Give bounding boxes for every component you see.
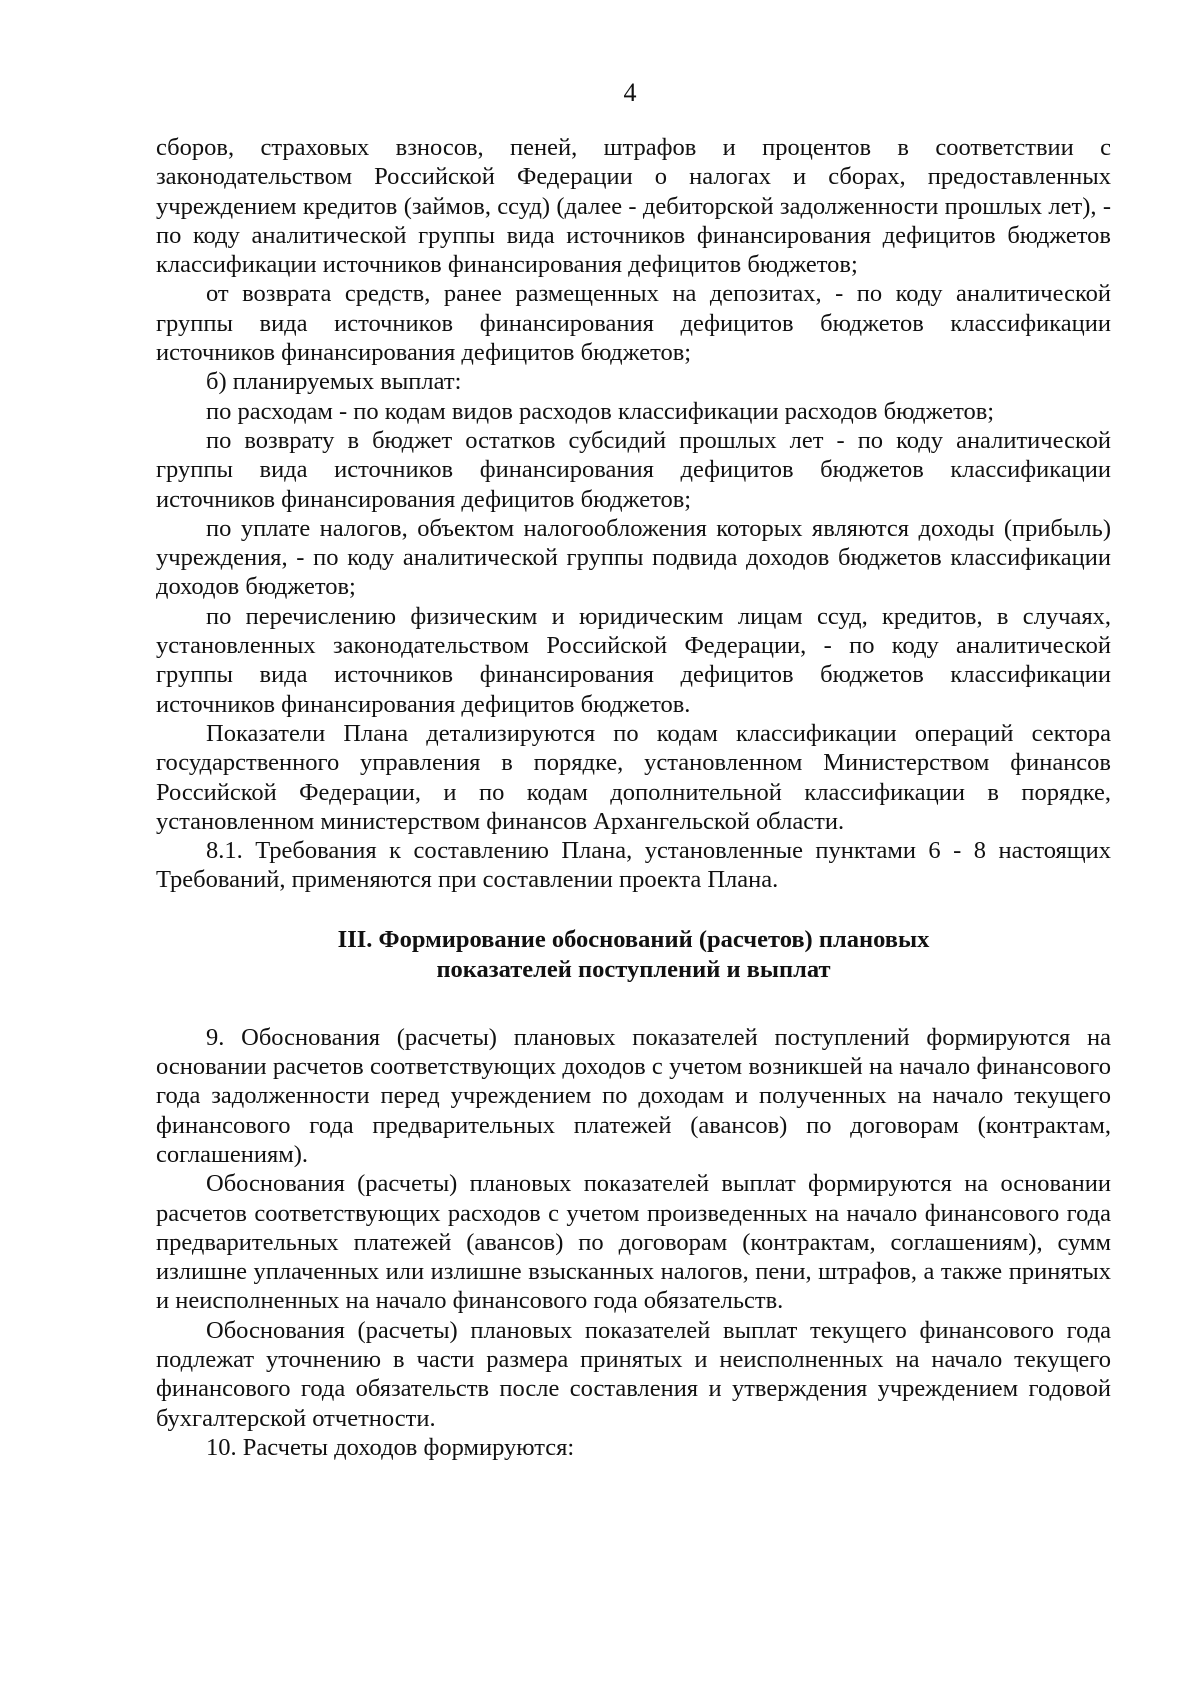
section-title-line-2: показателей поступлений и выплат <box>436 955 831 983</box>
paragraph: 10. Расчеты доходов формируются: <box>206 1433 575 1461</box>
paragraph: Обоснования (расчеты) плановых показателей выплат формируются на основании расчетов соответствующих расходов с учетом произведенных на начало финансового года предварительных платежей (авансов) по договорам (контрактам, соглашениям), сумм излишне уплаченных или излишне взысканных налогов, пени, штрафов, а также принятых и неисполненных на начало финансового года обязательств. <box>156 1170 1111 1315</box>
paragraphs-after-section <box>156 1023 1111 1462</box>
document-body <box>156 133 1111 1462</box>
paragraph: сборов, страховых взносов, пеней, штрафов и процентов в соответствии с законодательством Российской Федерации о налогах и сборах, предоставленных учреждением кредитов (займов, ссуд) (далее - дебиторской задолженности прошлых лет), - по коду аналитической группы вида источников финансирования дефицитов бюджетов классификации источников финансирования дефицитов бюджетов; <box>156 134 1111 279</box>
section-title <box>156 925 1111 985</box>
paragraph: Показатели Плана детализируются по кодам классификации операций сектора государственного управления в порядке, установленном Министерством финансов Российской Федерации, и по кодам дополнительной классификации в порядке, установленном министерством финансов Архангельской области. <box>156 719 1111 835</box>
paragraph: по расходам - по кодам видов расходов классификации расходов бюджетов; <box>206 397 995 425</box>
paragraph: Обоснования (расчеты) плановых показателей выплат текущего финансового года подлежат уточнению в части размера принятых и неисполненных на начало текущего финансового года обязательств после составления и утверждения учреждением годовой бухгалтерской отчетности. <box>156 1316 1111 1432</box>
paragraph: по перечислению физическим и юридическим лицам ссуд, кредитов, в случаях, установленных законодательством Российской Федерации, - по коду аналитической группы вида источников финансирования дефицитов бюджетов классификации источников финансирования дефицитов бюджетов. <box>156 602 1111 718</box>
paragraph: 9. Обоснования (расчеты) плановых показателей поступлений формируются на основании расчетов соответствующих доходов с учетом возникшей на начало финансового года задолженности перед учреждением по доходам и полученных на начало текущего финансового года предварительных платежей (авансов) по договорам (контрактам, соглашениям). <box>156 1023 1111 1168</box>
paragraph: б) планируемых выплат: <box>206 368 462 396</box>
section-title-line-1: III. Формирование обоснований (расчетов) плановых <box>337 925 930 953</box>
paragraph: по уплате налогов, объектом налогообложения которых являются доходы (прибыль) учреждения, - по коду аналитической группы подвида доходов бюджетов классификации доходов бюджетов; <box>156 514 1111 601</box>
paragraph: по возврату в бюджет остатков субсидий прошлых лет - по коду аналитической группы вида источников финансирования дефицитов бюджетов классификации источников финансирования дефицитов бюджетов; <box>156 426 1111 513</box>
paragraph: от возврата средств, ранее размещенных на депозитах, - по коду аналитической группы вида источников финансирования дефицитов бюджетов классификации источников финансирования дефицитов бюджетов; <box>156 280 1111 367</box>
page-number: 4 <box>623 78 637 107</box>
paragraphs-before-section <box>156 133 1111 895</box>
paragraph: 8.1. Требования к составлению Плана, установленные пунктами 6 - 8 настоящих Требований, применяются при составлении проекта Плана. <box>156 837 1111 894</box>
